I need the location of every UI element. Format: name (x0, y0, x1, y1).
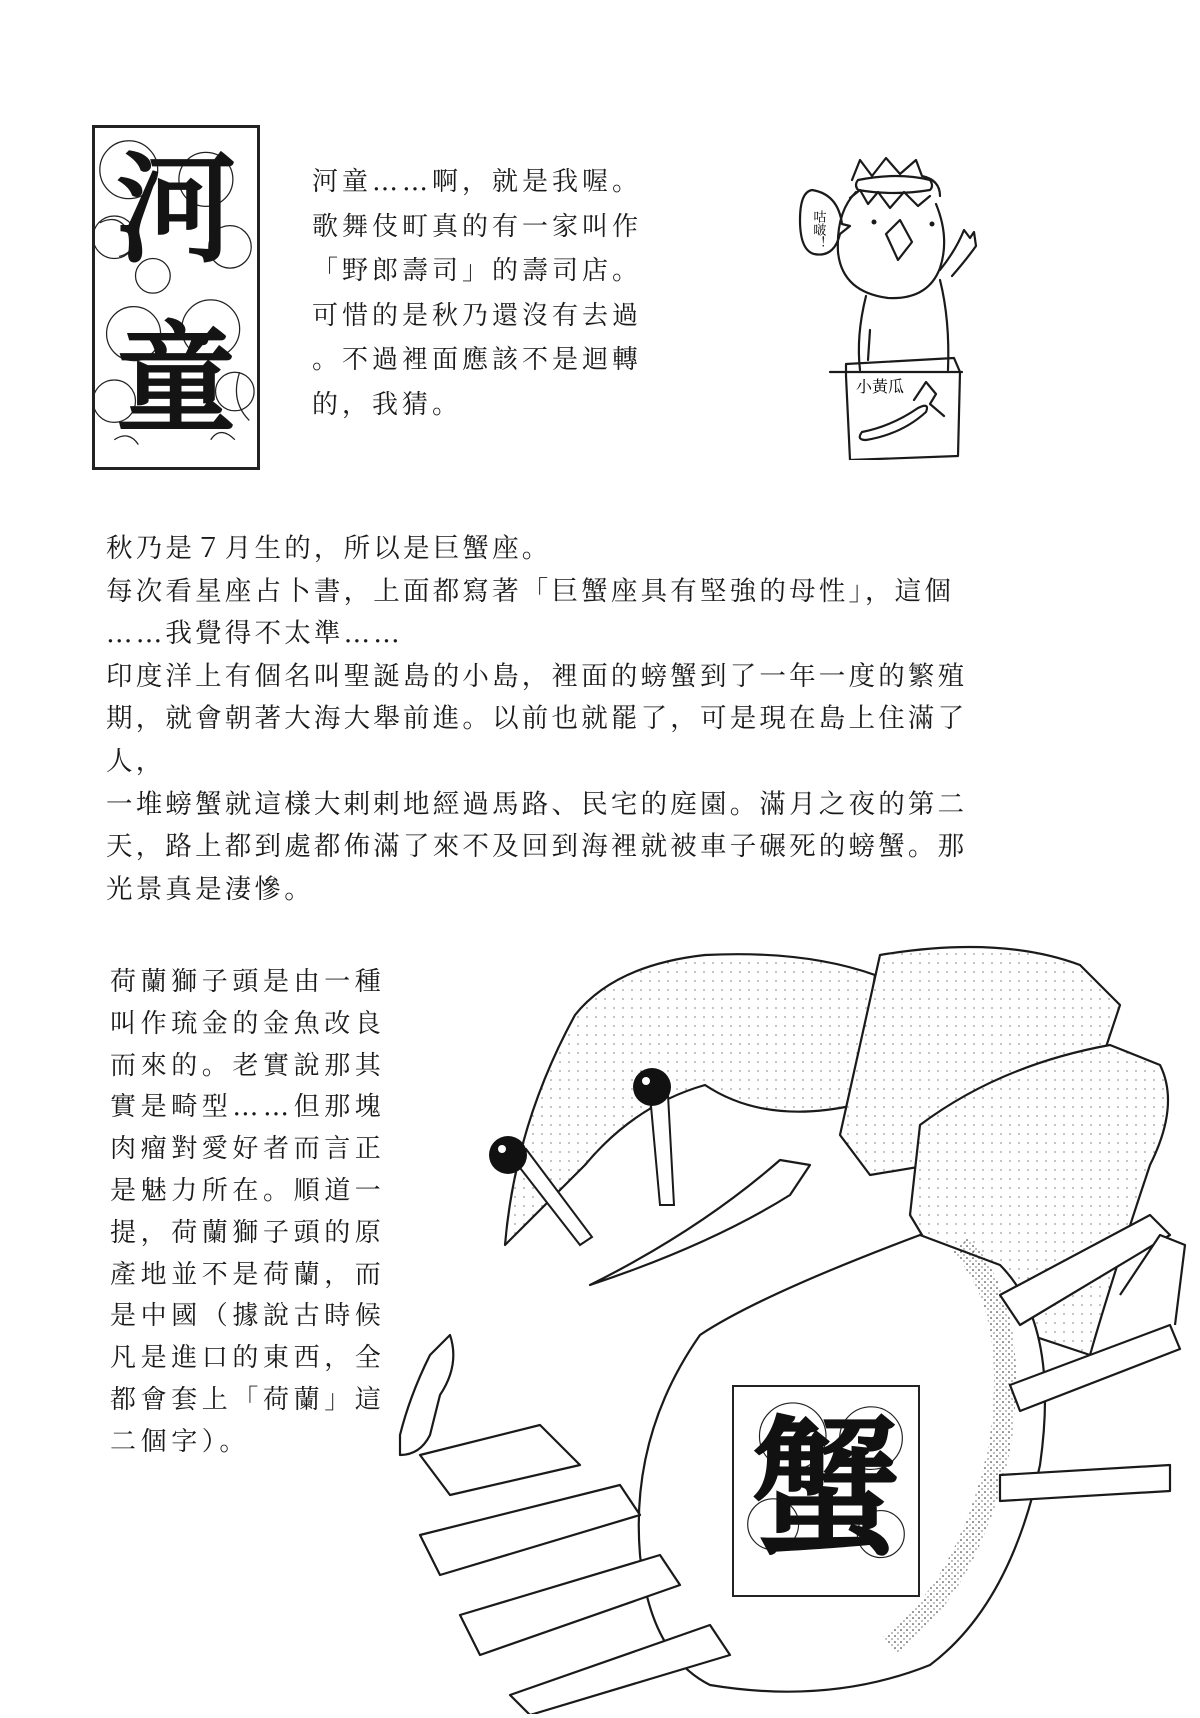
main-line: 每次看星座占卜書，上面都寫著「巨蟹座具有堅強的母性」，這個 (106, 575, 955, 607)
speech-bubble-text: 咕啵！ (810, 210, 826, 249)
kappa-character-icon (790, 150, 1010, 460)
main-line: 人， (106, 745, 166, 777)
main-line: 光景真是淒慘。 (106, 873, 314, 905)
side-line: 提，荷蘭獅子頭的原 (110, 1217, 386, 1248)
side-line: 叫作琉金的金魚改良 (110, 1008, 386, 1039)
side-line: 凡是進口的東西，全 (110, 1343, 386, 1374)
kappa-title-box (92, 125, 260, 470)
kappa-illustration (790, 150, 1010, 460)
crab-kanji: 蟹 (750, 1403, 901, 1577)
cucumber-box-label: 小黃瓜 (856, 377, 905, 396)
intro-line: 歌舞伎町真的有一家叫作 (312, 211, 643, 242)
intro-line: 河童……啊，就是我喔。 (312, 167, 643, 197)
intro-line: 的，我猜。 (312, 389, 463, 420)
main-line: 天，路上都到處都佈滿了來不及回到海裡就被車子碾死的螃蟹。那 (106, 831, 968, 863)
side-line: 都會套上「荷蘭」這 (110, 1384, 386, 1415)
side-line: 肉瘤對愛好者而言正 (110, 1134, 386, 1165)
main-paragraph (106, 528, 1096, 911)
intro-line: 。不過裡面應該不是迴轉 (312, 345, 643, 375)
intro-line: 「野郎壽司」的壽司店。 (312, 256, 643, 286)
title-char-kappa-1: 河 (116, 141, 236, 280)
title-char-kappa-2: 童 (116, 311, 236, 450)
crab-kanji-label (732, 1385, 920, 1597)
side-line: 荷蘭獅子頭是由一種 (110, 967, 386, 997)
side-paragraph (110, 962, 430, 1464)
main-line: ……我覺得不太準…… (106, 618, 403, 650)
side-line: 是魅力所在。順道一 (110, 1175, 386, 1206)
intro-paragraph (312, 160, 692, 427)
main-line: 秋乃是７月生的，所以是巨蟹座。 (106, 533, 552, 564)
side-line: 產地並不是荷蘭，而 (110, 1259, 386, 1290)
side-line: 是中國（據說古時候 (110, 1301, 386, 1332)
main-line: 印度洋上有個名叫聖誕島的小島，裡面的螃蟹到了一年一度的繁殖 (106, 660, 968, 692)
intro-line: 可惜的是秋乃還沒有去過 (312, 300, 643, 331)
main-line: 一堆螃蟹就這樣大剌剌地經過馬路、民宅的庭園。滿月之夜的第二 (106, 788, 968, 820)
side-line: 二個字）。 (110, 1426, 251, 1457)
main-line: 期，就會朝著大海大舉前進。以前也就罷了，可是現在島上住滿了 (106, 703, 968, 735)
side-line: 而來的。老實說那其 (110, 1050, 386, 1081)
side-line: 實是畸型……但那塊 (110, 1092, 386, 1123)
